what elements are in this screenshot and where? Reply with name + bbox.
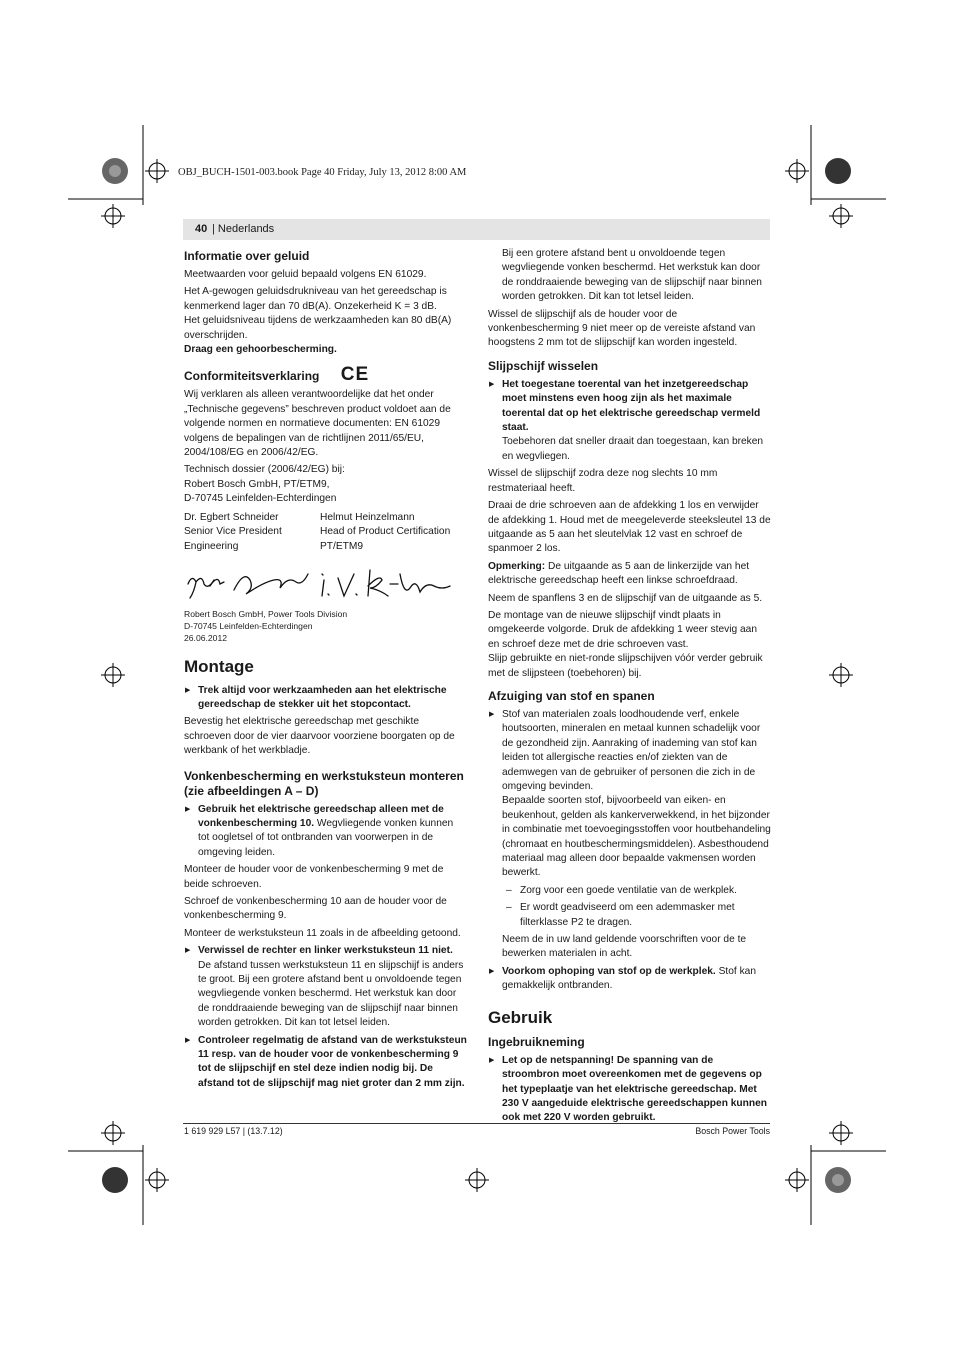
conformity-heading: Conformiteitsverklaring CE	[184, 364, 370, 386]
footer-right: Bosch Power Tools	[695, 1126, 770, 1136]
stof-bullet-1b: Bepaalde soorten stof, bijvoorbeeld van eiken- en beukenhout, gelden als kankerverwekkend, in het bijzonder in combinatie met toevoegingsstoffen voor houtbehandeling (chromaat en houtbeschermingsmiddelen). Asbesthoudend materiaal mag alleen door bepaalde vakmensen worden bewerkt.	[502, 795, 771, 879]
stof-bullet-1: ▶ Stof van materialen zoals loodhoudende verf, enkele houtsoorten, mineralen en metaal kunnen schadelijk voor de gezondheid zijn. Aanraking of inademing van stof kan leiden tot allergische reacties en/of ziekten van de ademwegen van de gebruiker of personen die zich in de omgeving bevinden.	[488, 708, 771, 794]
wissel-p6: Slijp gebruikte en niet-ronde slijpschijven vóór verder gebruik met de slijpsteen (toebehoren) bij.	[488, 653, 763, 679]
stof-dash-1: – Zorg voor een goede ventilatie van de werkplek.	[488, 884, 771, 898]
signatory-2: Helmut Heinzelmann Head of Product Certification PT/ETM9	[320, 511, 451, 552]
cont-p2: Wissel de slijpschijf als de houder voor de vonkenbescherming 9 niet meer op de vereiste afstand van hoogstens 2 mm tot de slijpschijf kan worden ingesteld.	[488, 308, 756, 349]
montage-heading: Montage	[184, 656, 254, 676]
ingeb-bullet-1: ▶ Let op de netspanning! De spanning van de stroombron moet overeenkomen met de gegevens op het typeplaatje van het elektrische gereedschap. Met 230 V aangeduide elektrische gereedschappen kunnen ook met 220 V worden gebruikt.	[488, 1054, 771, 1126]
signatory-1: Dr. Egbert Schneider Senior Vice President Engineering	[184, 511, 282, 552]
handwritten-signatures	[184, 560, 467, 604]
declaration-address: Robert Bosch GmbH, Power Tools Division D-70745 Leinfelden-Echterdingen 26.06.2012	[184, 608, 348, 644]
signatories	[184, 511, 467, 554]
sound-heading: Informatie over geluid	[184, 249, 310, 263]
wissel-heading: Slijpschijf wisselen	[488, 358, 599, 373]
wissel-p5: De montage van de nieuwe slijpschijf vindt plaats in omgekeerde volgorde. Druk de afdekking 1 weer stevig aan en schroef deze met de drie schroeven vast.	[488, 609, 757, 650]
montage-bullet-1: ▶ Trek altijd voor werkzaamheden aan het elektrische gereedschap de stekker uit het stopcontact.	[184, 684, 467, 713]
stof-p2: Neem de in uw land geldende voorschriften voor de te bewerken materialen in acht.	[502, 934, 747, 960]
vonk-bullet-1: ▶ Gebruik het elektrische gereedschap alleen met de vonkenbescherming 10. Wegvliegende vonken kunnen tot oogletsel of tot ontbranden van voorwerpen in de omgeving leiden.	[184, 803, 467, 861]
ingebruikneming-heading: Ingebruikneming	[488, 1034, 585, 1049]
gebruik-heading: Gebruik	[488, 1007, 553, 1027]
wissel-p4: Neem de spanflens 3 en de slijpschijf van de uitgaande as 5.	[488, 592, 763, 604]
sound-p3: Het geluidsniveau tijdens de werkzaamheden kan 80 dB(A) overschrijden.	[184, 315, 452, 341]
footer-rule	[183, 1123, 770, 1124]
footer-left: 1 619 929 L57 | (13.7.12)	[184, 1126, 283, 1136]
vonk-p3: Monteer de werkstuksteun 11 zoals in de afbeelding getoond.	[184, 927, 461, 939]
sound-p4: Draag een gehoorbescherming.	[184, 344, 337, 356]
vonk-p1: Monteer de houder voor de vonkenbescherming 9 met de beide schroeven.	[184, 864, 444, 890]
stof-bullet-2: ▶ Voorkom ophoping van stof op de werkplek. Stof kan gemakkelijk ontbranden.	[488, 965, 771, 994]
print-slug: OBJ_BUCH-1501-003.book Page 40 Friday, July 13, 2012 8:00 AM	[178, 167, 467, 178]
header-language: | Nederlands	[212, 223, 275, 235]
sound-p1: Meetwaarden voor geluid bepaald volgens EN 61029.	[184, 269, 427, 280]
page-number: 40	[195, 223, 208, 235]
montage-p1: Bevestig het elektrische gereedschap met geschikte schroeven door de vier daarvoor voorziene boorgaten op de werkbank of het werkbladje.	[184, 716, 455, 757]
conformity-p1: Wij verklaren als alleen verantwoordelijke dat het onder „Technische gegevens” beschreven product voldoet aan de volgende normen en normatieve documenten: EN 61029 volgens de bepalingen van de richtlijnen 2011/65/EU, 2004/108/EG en 2006/42/EG.	[184, 389, 451, 459]
cont-p1: Bij een grotere afstand bent u onvoldoende tegen wegvliegende vonken beschermd. Het werkstuk kan door de ronddraaiende beweging van de slijpschijf naar binnen worden getrokken. Dit kan tot letsel leiden.	[502, 248, 762, 303]
wissel-p3: Opmerking: De uitgaande as 5 aan de linkerzijde van het elektrische gereedschap heeft een linkse schroefdraad.	[488, 560, 750, 587]
vonk-bullet-3: ▶ Controleer regelmatig de afstand van de werkstuksteun 11 resp. van de houder voor de vonkenbescherming 9 tot de slijpschijf en stel deze indien nodig bij. De afstand tot de slijpschijf mag niet groter dan 2 mm zijn.	[184, 1034, 467, 1092]
wissel-bullet-1: ▶ Het toegestane toerental van het inzetgereedschap moet minstens even hoog zijn als het maximale toerental dat op het elektrische gereedschap vermeld staat. Toebehoren dat sneller draait dan toegestaan, kan breken en wegvliegen.	[488, 378, 771, 464]
stof-heading: Afzuiging van stof en spanen	[488, 688, 655, 703]
right-column	[488, 247, 771, 1129]
vonk-heading: Vonkenbescherming en werkstuksteun monteren (zie afbeeldingen A – D)	[184, 768, 464, 798]
vonk-bullet-2: ▶ Verwissel de rechter en linker werkstuksteun 11 niet. De afstand tussen werkstuksteun 11 en slijpschijf is anders te groot. Bij een grotere afstand bent u onvoldoende tegen wegvliegende vonken beschermd. Het werkstuk kan door de ronddraaiende beweging van de slijpschijf naar binnen worden getrokken. Dit kan tot letsel leiden.	[184, 944, 467, 1030]
left-column	[184, 244, 467, 1094]
vonk-p2: Schroef de vonkenbescherming 10 aan de houder voor de vonkenbescherming 9.	[184, 895, 447, 922]
wissel-p2: Draai de drie schroeven aan de afdekking 1 los en verwijder de afdekking 1. Houd met de meegeleverde steeksleutel 13 de uitgaande as 5 aan het sleutelvlak 12 vast en schroef de spanmoer 2 los.	[488, 500, 771, 555]
stof-dash-2: – Er wordt geadviseerd om een ademmasker met filterklasse P2 te dragen.	[488, 901, 771, 930]
ce-mark: CE	[340, 364, 370, 386]
sound-p2: Het A-gewogen geluidsdrukniveau van het gereedschap is kenmerkend lager dan 70 dB(A). Onzekerheid K = 3 dB.	[184, 286, 447, 312]
conformity-p2: Technisch dossier (2006/42/EG) bij: Robert Bosch GmbH, PT/ETM9, D-70745 Leinfelden-Echterdingen	[184, 464, 345, 505]
wissel-p1: Wissel de slijpschijf zodra deze nog slechts 10 mm restmateriaal heeft.	[488, 468, 718, 494]
